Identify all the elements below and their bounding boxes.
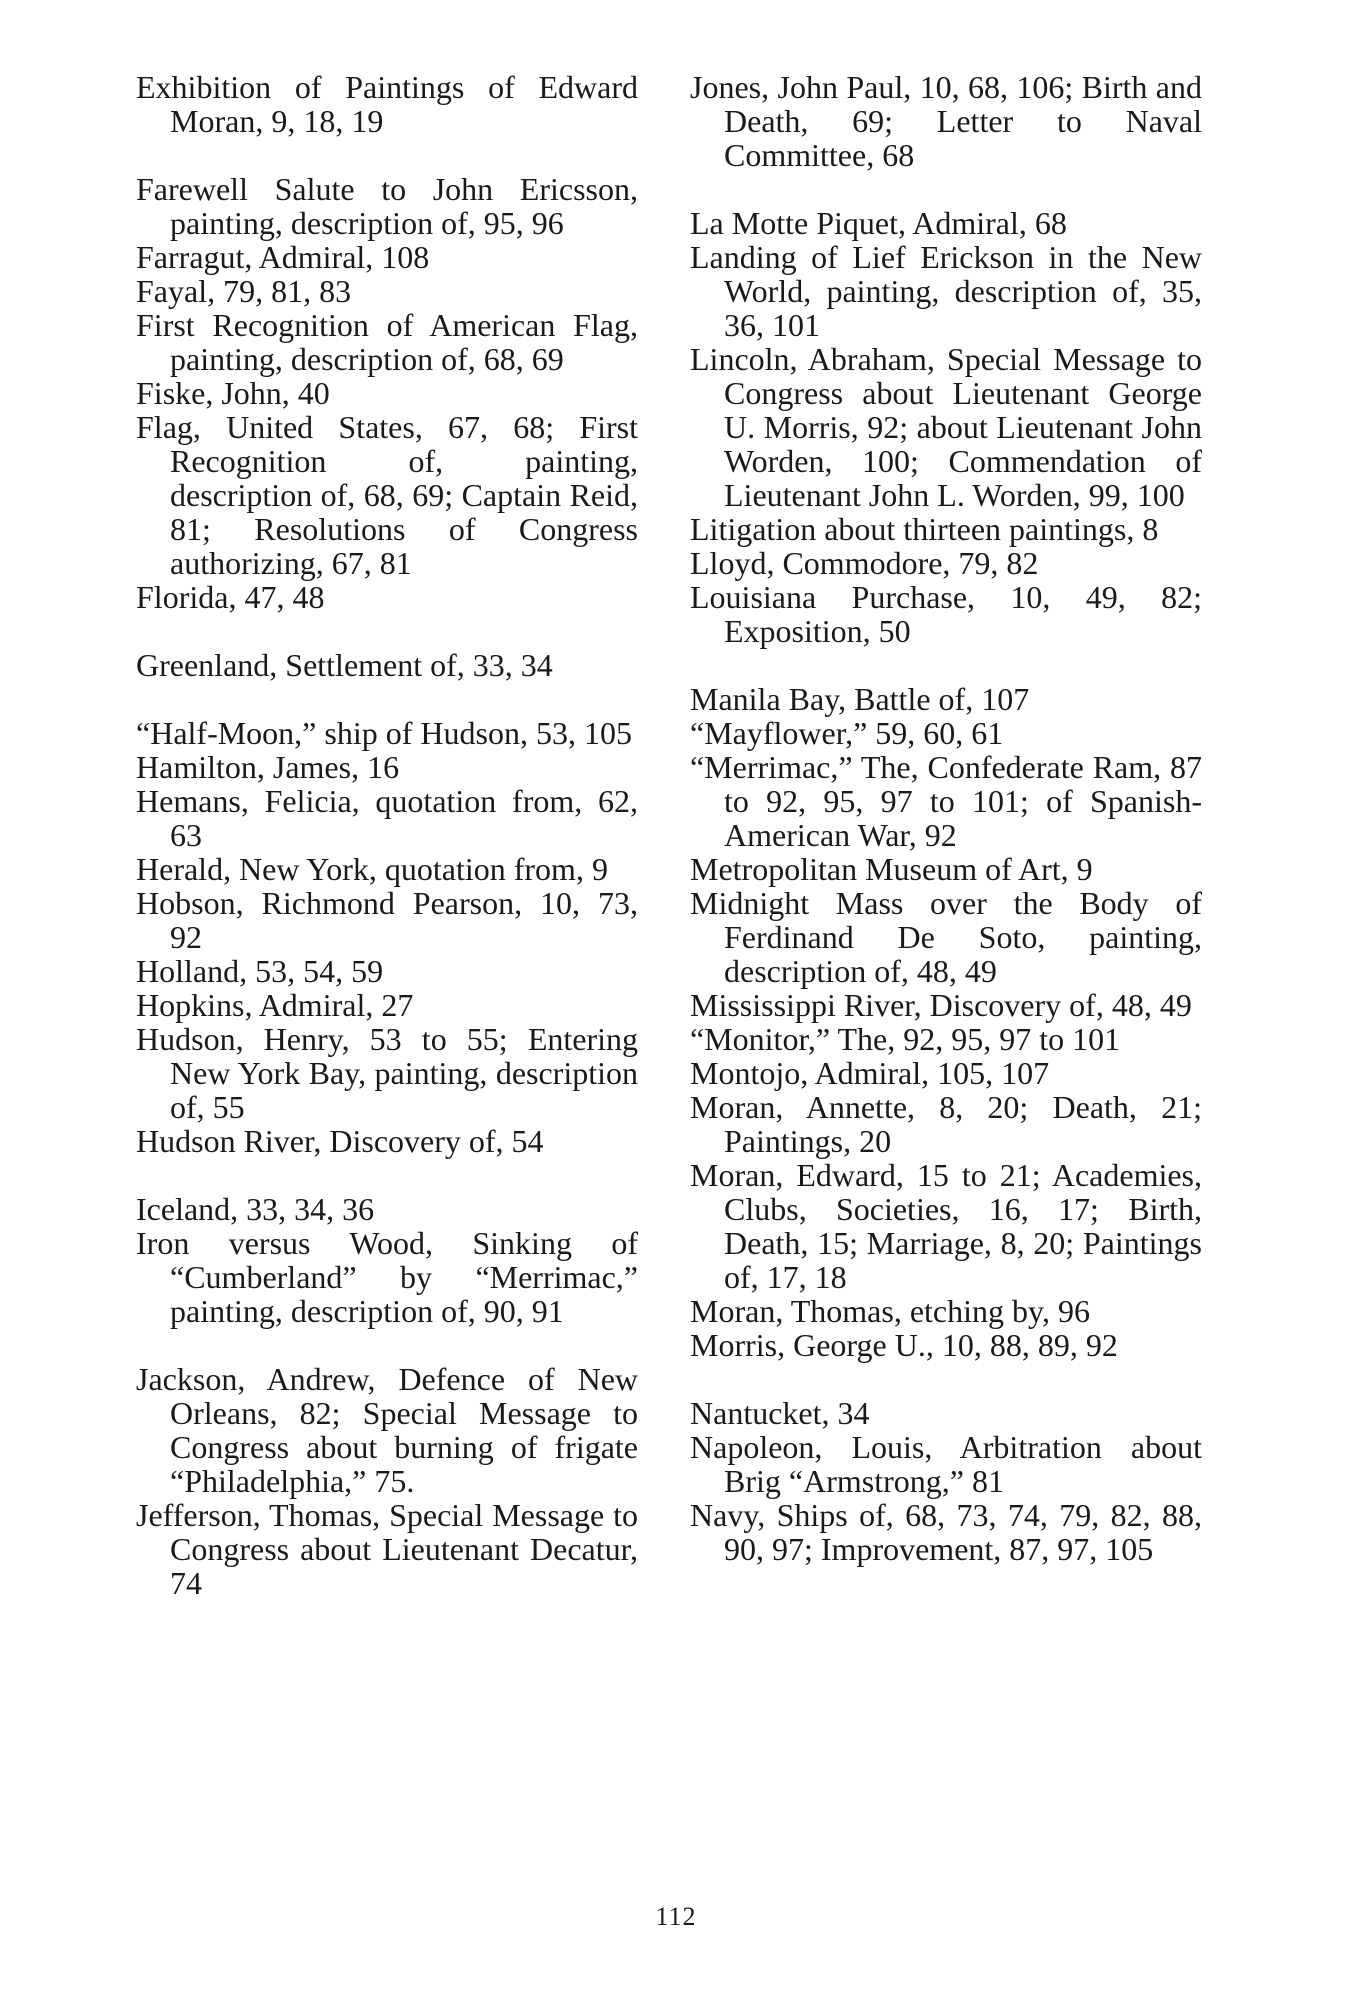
index-entry: Fiske, John, 40: [136, 375, 330, 411]
index-entry: Fayal, 79, 81, 83: [136, 273, 352, 309]
entry-gap: [690, 172, 1202, 206]
entry-gap: [136, 1158, 638, 1192]
index-entry: Landing of Lief Erickson in the New World, painting, description of, 35, 36, 101: [690, 239, 1202, 343]
index-entry: Jackson, Andrew, Defence of New Orleans, 82; Special Message to Congress about burning of frigate “Philadelphia,” 75.: [136, 1361, 638, 1499]
index-entry: Hemans, Felicia, quotation from, 62, 63: [136, 783, 638, 853]
index-entry: Farragut, Admiral, 108: [136, 239, 430, 275]
index-entry: Napoleon, Louis, Arbitration about Brig “Armstrong,” 81: [690, 1429, 1202, 1499]
index-entry: Jefferson, Thomas, Special Message to Congress about Lieutenant Decatur, 74: [136, 1497, 638, 1601]
index-entry: Montojo, Admiral, 105, 107: [690, 1055, 1050, 1091]
index-entry: Metropolitan Museum of Art, 9: [690, 851, 1093, 887]
index-entry: Flag, United States, 67, 68; First Recognition of, painting, description of, 68, 69; Captain Reid, 81; Resolutions of Congress authorizing, 67, 81: [136, 409, 638, 581]
index-entry: Lloyd, Commodore, 79, 82: [690, 545, 1039, 581]
index-entry: Iceland, 33, 34, 36: [136, 1191, 375, 1227]
index-entry: Manila Bay, Battle of, 107: [690, 681, 1030, 717]
index-entry: Litigation about thirteen paintings, 8: [690, 511, 1159, 547]
index-entry: First Recognition of American Flag, painting, description of, 68, 69: [136, 307, 638, 377]
index-entry: Moran, Annette, 8, 20; Death, 21; Paintings, 20: [690, 1089, 1202, 1159]
index-entry: Hudson, Henry, 53 to 55; Entering New York Bay, painting, description of, 55: [136, 1021, 638, 1125]
index-entry: Exhibition of Paintings of Edward Moran, 9, 18, 19: [136, 69, 638, 139]
index-entry: Moran, Edward, 15 to 21; Academies, Clubs, Societies, 16, 17; Birth, Death, 15; Marriage, 8, 20; Paintings of, 17, 18: [690, 1157, 1202, 1295]
index-entry: “Half-Moon,” ship of Hudson, 53, 105: [136, 715, 632, 751]
index-entry: Greenland, Settlement of, 33, 34: [136, 647, 553, 683]
index-entry: Hudson River, Discovery of, 54: [136, 1123, 544, 1159]
page-number: 112: [655, 1902, 697, 1931]
index-entry: La Motte Piquet, Admiral, 68: [690, 205, 1067, 241]
index-entry: Navy, Ships of, 68, 73, 74, 79, 82, 88, 90, 97; Improvement, 87, 97, 105: [690, 1497, 1202, 1567]
entry-gap: [136, 1328, 638, 1362]
index-entry: “Monitor,” The, 92, 95, 97 to 101: [690, 1021, 1121, 1057]
entry-gap: [690, 648, 1202, 682]
index-entry: Midnight Mass over the Body of Ferdinand De Soto, painting, description of, 48, 49: [690, 885, 1202, 989]
index-entry: Jones, John Paul, 10, 68, 106; Birth and Death, 69; Letter to Naval Committee, 68: [690, 69, 1202, 173]
index-entry: Hamilton, James, 16: [136, 749, 400, 785]
index-entry: Iron versus Wood, Sinking of “Cumberland” by “Merrimac,” painting, description of, 90, 91: [136, 1225, 638, 1329]
entry-gap: [136, 682, 638, 716]
index-entry: Lincoln, Abraham, Special Message to Congress about Lieutenant George U. Morris, 92; about Lieutenant John Worden, 100; Commendation of Lieutenant John L. Worden, 99, 100: [690, 341, 1202, 513]
index-entry: Louisiana Purchase, 10, 49, 82; Exposition, 50: [690, 579, 1202, 649]
index-entry: Farewell Salute to John Ericsson, painting, description of, 95, 96: [136, 171, 638, 241]
index-entry: “Mayflower,” 59, 60, 61: [690, 715, 1004, 751]
index-entry: Holland, 53, 54, 59: [136, 953, 384, 989]
index-column-left: [136, 70, 638, 1600]
index-entry: Mississippi River, Discovery of, 48, 49: [690, 987, 1192, 1023]
index-entry: “Merrimac,” The, Confederate Ram, 87 to 92, 95, 97 to 101; of Spanish-American War, 92: [690, 749, 1202, 853]
index-entry: Hopkins, Admiral, 27: [136, 987, 414, 1023]
index-entry: Herald, New York, quotation from, 9: [136, 851, 608, 887]
index-entry: Moran, Thomas, etching by, 96: [690, 1293, 1090, 1329]
index-entry: Morris, George U., 10, 88, 89, 92: [690, 1327, 1118, 1363]
entry-gap: [136, 614, 638, 648]
entry-gap: [136, 138, 638, 172]
entry-gap: [690, 1362, 1202, 1396]
index-column-right: [690, 70, 1202, 1566]
index-entry: Nantucket, 34: [690, 1395, 870, 1431]
index-entry: Florida, 47, 48: [136, 579, 325, 615]
index-entry: Hobson, Richmond Pearson, 10, 73, 92: [136, 885, 638, 955]
